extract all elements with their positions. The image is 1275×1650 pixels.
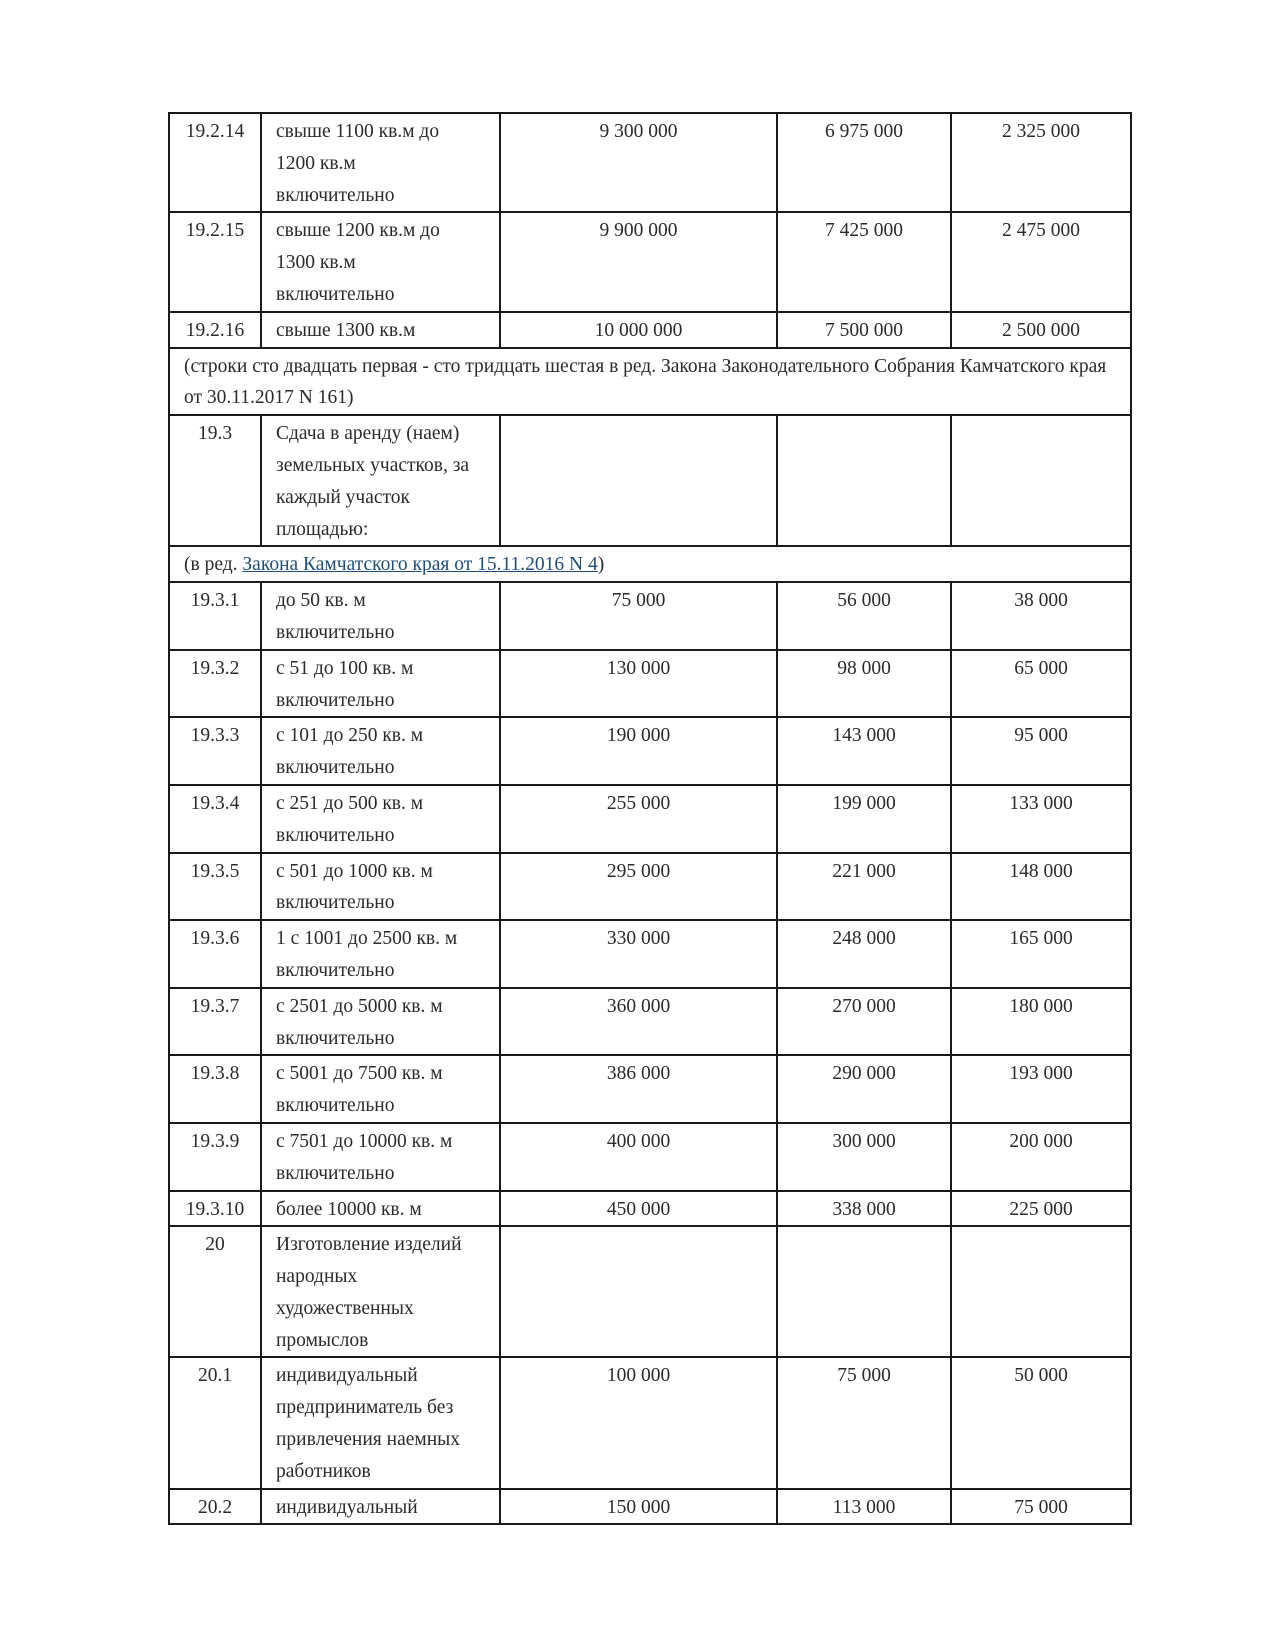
- table-row: [169, 212, 1131, 311]
- value-col-3: 133 000: [951, 785, 1131, 853]
- value-col-3: 2 475 000: [951, 212, 1131, 311]
- value-col-1: [500, 1226, 777, 1357]
- description-line: Изготовление изделий: [276, 1234, 462, 1256]
- row-number: 19.3.2: [169, 650, 261, 718]
- value-col-2: 270 000: [777, 988, 951, 1056]
- description-line: с 101 до 250 кв. м: [276, 725, 424, 747]
- amendment-note: [169, 546, 1131, 582]
- value-col-1: 295 000: [500, 853, 777, 921]
- row-number: 19.3.1: [169, 582, 261, 650]
- description-line: свыше 1300 кв.м: [276, 319, 416, 341]
- row-number: 19.3.8: [169, 1055, 261, 1123]
- description-line: включительно: [276, 689, 395, 711]
- tax-rate-table: [168, 112, 1132, 1525]
- description-line: Сдача в аренду (наем): [276, 423, 460, 445]
- description-line: более 10000 кв. м: [276, 1198, 422, 1220]
- description-line: включительно: [276, 184, 395, 206]
- value-col-1: 386 000: [500, 1055, 777, 1123]
- value-col-1: 9 900 000: [500, 212, 777, 311]
- row-description: [261, 582, 500, 650]
- value-col-2: 7 425 000: [777, 212, 951, 311]
- table-row: [169, 415, 1131, 546]
- row-description: [261, 113, 500, 212]
- row-number: 20.1: [169, 1357, 261, 1488]
- value-col-3: 148 000: [951, 853, 1131, 921]
- value-col-1: 255 000: [500, 785, 777, 853]
- row-number: 19.3.4: [169, 785, 261, 853]
- description-line: 1 с 1001 до 2500 кв. м: [276, 928, 458, 950]
- description-line: с 251 до 500 кв. м: [276, 792, 424, 814]
- value-col-3: 2 500 000: [951, 312, 1131, 348]
- description-line: с 501 до 1000 кв. м: [276, 860, 433, 882]
- row-number: 19.3.7: [169, 988, 261, 1056]
- value-col-2: [777, 415, 951, 546]
- description-line: до 50 кв. м: [276, 590, 366, 612]
- value-col-3: 75 000: [951, 1489, 1131, 1525]
- description-line: включительно: [276, 621, 395, 643]
- description-line: включительно: [276, 1162, 395, 1184]
- value-col-3: 165 000: [951, 920, 1131, 988]
- value-col-3: 95 000: [951, 717, 1131, 785]
- row-description: [261, 415, 500, 546]
- row-description: [261, 212, 500, 311]
- description-line: площадью:: [276, 518, 369, 540]
- value-col-1: 400 000: [500, 1123, 777, 1191]
- value-col-2: 6 975 000: [777, 113, 951, 212]
- description-line: привлечения наемных: [276, 1429, 461, 1451]
- description-line: народных: [276, 1266, 358, 1288]
- description-line: каждый участок: [276, 486, 410, 508]
- row-description: [261, 1226, 500, 1357]
- table-row: [169, 1489, 1131, 1525]
- amendment-note-row: [169, 546, 1131, 582]
- table-row: [169, 853, 1131, 921]
- value-col-2: 221 000: [777, 853, 951, 921]
- note-prefix: (в ред.: [184, 554, 243, 576]
- description-line: свыше 1200 кв.м до: [276, 220, 440, 242]
- description-line: включительно: [276, 959, 395, 981]
- row-description: [261, 1357, 500, 1488]
- row-number: 19.3.5: [169, 853, 261, 921]
- row-number: 20.2: [169, 1489, 261, 1525]
- description-line: работников: [276, 1460, 371, 1482]
- row-description: [261, 312, 500, 348]
- value-col-2: 7 500 000: [777, 312, 951, 348]
- value-col-3: 225 000: [951, 1191, 1131, 1227]
- table-row: [169, 312, 1131, 348]
- value-col-2: 290 000: [777, 1055, 951, 1123]
- table-row: [169, 650, 1131, 718]
- value-col-3: [951, 1226, 1131, 1357]
- description-line: индивидуальный: [276, 1496, 418, 1518]
- law-link[interactable]: Закона Камчатского края от 15.11.2016 N 4: [242, 554, 598, 576]
- table-row: [169, 1226, 1131, 1357]
- row-number: 19.3.6: [169, 920, 261, 988]
- value-col-3: 38 000: [951, 582, 1131, 650]
- value-col-2: 199 000: [777, 785, 951, 853]
- row-number: 19.2.15: [169, 212, 261, 311]
- description-line: индивидуальный: [276, 1365, 418, 1387]
- description-line: с 2501 до 5000 кв. м: [276, 995, 443, 1017]
- table-row: [169, 1123, 1131, 1191]
- description-line: с 51 до 100 кв. м: [276, 657, 414, 679]
- value-col-1: 75 000: [500, 582, 777, 650]
- value-col-1: 450 000: [500, 1191, 777, 1227]
- description-line: 1300 кв.м: [276, 252, 356, 274]
- row-description: [261, 1123, 500, 1191]
- description-line: с 7501 до 10000 кв. м: [276, 1130, 453, 1152]
- value-col-3: 50 000: [951, 1357, 1131, 1488]
- description-line: включительно: [276, 824, 395, 846]
- value-col-1: 190 000: [500, 717, 777, 785]
- value-col-2: 113 000: [777, 1489, 951, 1525]
- table-row: [169, 920, 1131, 988]
- row-number: 19.3.3: [169, 717, 261, 785]
- value-col-1: 330 000: [500, 920, 777, 988]
- note-suffix: ): [597, 554, 605, 576]
- row-number: 19.3.9: [169, 1123, 261, 1191]
- table-row: [169, 717, 1131, 785]
- row-description: [261, 1191, 500, 1227]
- row-number: 19.3: [169, 415, 261, 546]
- value-col-3: 65 000: [951, 650, 1131, 718]
- table-row: [169, 1357, 1131, 1488]
- row-description: [261, 650, 500, 718]
- table-row: [169, 1191, 1131, 1227]
- description-line: 1200 кв.м: [276, 152, 356, 174]
- description-line: предприниматель без: [276, 1397, 454, 1419]
- description-line: художественных: [276, 1297, 414, 1319]
- row-description: [261, 988, 500, 1056]
- value-col-3: 2 325 000: [951, 113, 1131, 212]
- table-row: [169, 1055, 1131, 1123]
- table-row: [169, 785, 1131, 853]
- description-line: включительно: [276, 1095, 395, 1117]
- description-line: с 5001 до 7500 кв. м: [276, 1063, 443, 1085]
- value-col-3: 193 000: [951, 1055, 1131, 1123]
- value-col-2: 143 000: [777, 717, 951, 785]
- value-col-2: 338 000: [777, 1191, 951, 1227]
- value-col-3: 200 000: [951, 1123, 1131, 1191]
- value-col-2: [777, 1226, 951, 1357]
- value-col-1: 9 300 000: [500, 113, 777, 212]
- amendment-note: (строки сто двадцать первая - сто тридцать шестая в ред. Закона Законодательного Собрания Камчатского края от 30.11.2017 N 161): [169, 348, 1131, 416]
- value-col-1: 100 000: [500, 1357, 777, 1488]
- description-line: включительно: [276, 892, 395, 914]
- value-col-1: 130 000: [500, 650, 777, 718]
- amendment-note-row: [169, 348, 1131, 416]
- row-description: [261, 717, 500, 785]
- value-col-1: 360 000: [500, 988, 777, 1056]
- description-line: включительно: [276, 757, 395, 779]
- row-description: [261, 920, 500, 988]
- value-col-2: 248 000: [777, 920, 951, 988]
- value-col-2: 98 000: [777, 650, 951, 718]
- value-col-2: 75 000: [777, 1357, 951, 1488]
- row-number: 19.3.10: [169, 1191, 261, 1227]
- description-line: промыслов: [276, 1329, 369, 1351]
- value-col-1: 150 000: [500, 1489, 777, 1525]
- value-col-3: 180 000: [951, 988, 1131, 1056]
- description-line: земельных участков, за: [276, 454, 470, 476]
- value-col-1: [500, 415, 777, 546]
- row-description: [261, 785, 500, 853]
- document-page: [168, 112, 1130, 1525]
- description-line: свыше 1100 кв.м до: [276, 121, 440, 142]
- row-description: [261, 853, 500, 921]
- row-number: 19.2.14: [169, 113, 261, 212]
- table-row: [169, 582, 1131, 650]
- value-col-1: 10 000 000: [500, 312, 777, 348]
- row-number: 19.2.16: [169, 312, 261, 348]
- row-number: 20: [169, 1226, 261, 1357]
- table-row: [169, 113, 1131, 212]
- value-col-2: 56 000: [777, 582, 951, 650]
- value-col-2: 300 000: [777, 1123, 951, 1191]
- row-description: [261, 1489, 500, 1525]
- value-col-3: [951, 415, 1131, 546]
- description-line: включительно: [276, 283, 395, 305]
- table-row: [169, 988, 1131, 1056]
- row-description: [261, 1055, 500, 1123]
- description-line: включительно: [276, 1027, 395, 1049]
